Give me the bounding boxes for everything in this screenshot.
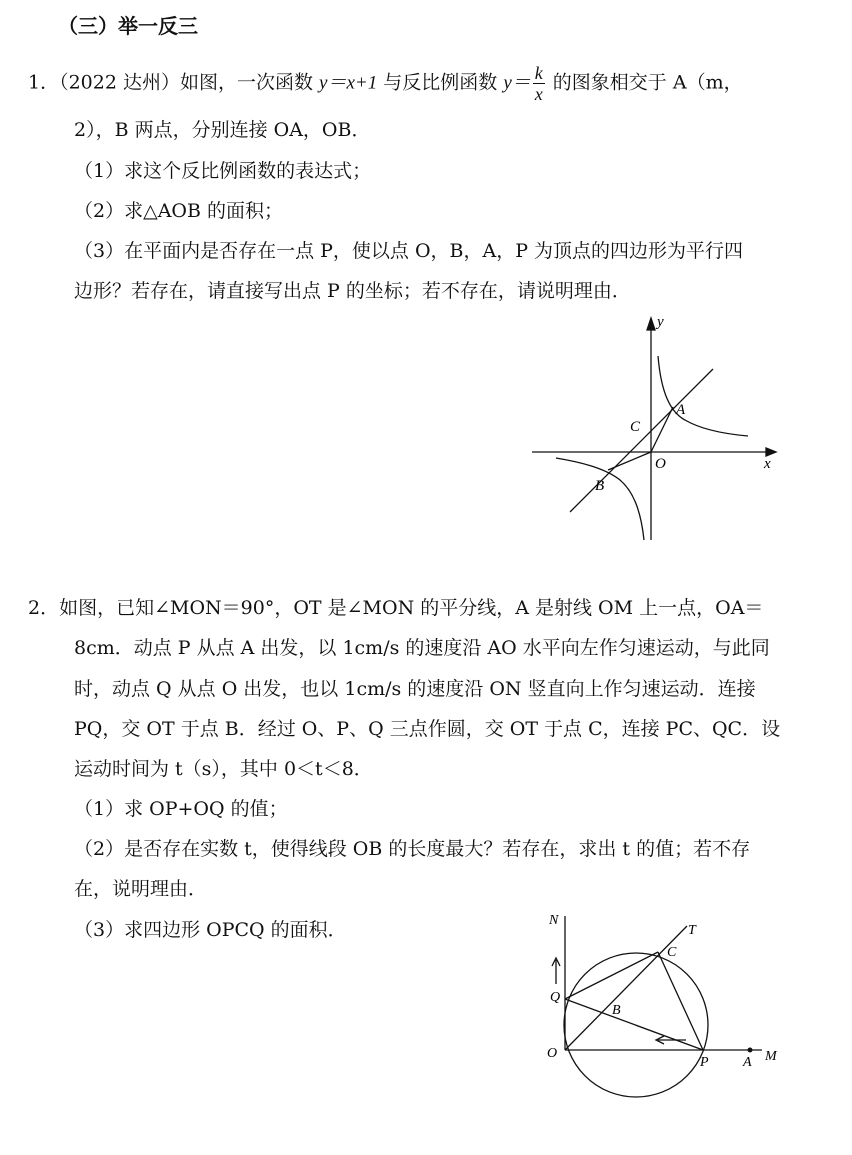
x-axis-arrow xyxy=(766,448,776,456)
problem2-line2: 8cm．动点 P 从点 A 出发，以 1cm/s 的速度沿 AO 水平向左作匀速运动，与此同 xyxy=(74,637,770,659)
problem2-figure xyxy=(540,908,790,1100)
problem1-equation-inverse: y＝ xyxy=(503,72,531,94)
problem1-question1: （1）求这个反比例函数的表达式； xyxy=(74,160,372,182)
problem2-question2-line1: （2）是否存在实数 t，使得线段 OB 的长度最大？若存在，求出 t 的值；若不存 xyxy=(74,838,751,860)
problem1-text-a: 1．（2022 达州）如图，一次函数 xyxy=(28,71,320,94)
problem1-text-b: 与反比例函数 xyxy=(377,71,504,94)
problem1-line1 xyxy=(28,63,743,104)
problem1-question2: （2）求△AOB 的面积； xyxy=(74,200,284,222)
label-y: y xyxy=(657,314,664,330)
hyperbola-branch-1 xyxy=(658,356,748,436)
label-C: C xyxy=(667,945,677,960)
problem1-line2: 2），B 两点，分别连接 OA，OB． xyxy=(74,119,371,141)
label-O: O xyxy=(655,456,666,472)
problem2-question3: （3）求四边形 OPCQ 的面积． xyxy=(74,919,347,941)
problem2-line3: 时，动点 Q 从点 O 出发，也以 1cm/s 的速度沿 ON 竖直向上作匀速运动．连接 xyxy=(74,678,756,700)
problem1-text-c: 的图象相交于 xyxy=(546,71,673,94)
label-C: C xyxy=(630,419,641,435)
problem2-question1: （1）求 OP+OQ 的值； xyxy=(74,798,288,820)
segment-PQ xyxy=(565,999,703,1050)
problem2-line4: PQ，交 OT 于点 B．经过 O、P、Q 三点作圆，交 OT 于点 C，连接 PC、QC．设 xyxy=(74,718,781,740)
hyperbola-branch-2 xyxy=(556,458,644,540)
fraction-denominator: x xyxy=(534,84,543,104)
label-N: N xyxy=(549,913,559,928)
label-A: A xyxy=(743,1055,752,1070)
problem2-line5: 运动时间为 t（s），其中 0＜t＜8． xyxy=(74,758,373,780)
segment-QC xyxy=(565,952,658,999)
problem1-question3-line2: 边形？若存在，请直接写出点 P 的坐标；若不存在，请说明理由． xyxy=(74,280,631,302)
segment-OB xyxy=(608,452,651,470)
label-x: x xyxy=(764,456,771,472)
problem1-question3-line1: （3）在平面内是否存在一点 P，使以点 O，B，A，P 为顶点的四边形为平行四 xyxy=(74,240,744,262)
linear-function-line xyxy=(570,369,713,512)
fraction-numerator: k xyxy=(534,63,543,83)
section-title: （三）举一反三 xyxy=(58,14,198,38)
problem1-equation-linear: y＝x+1 xyxy=(319,72,378,94)
problem2-line1: 2．如图，已知∠MON＝90°，OT 是∠MON 的平分线，A 是射线 OM 上一点，OA＝ xyxy=(28,597,764,619)
problem2-question2-line2: 在，说明理由． xyxy=(74,878,208,900)
label-P: P xyxy=(700,1055,709,1070)
label-O: O xyxy=(547,1046,558,1061)
problem1-text-d: A（m， xyxy=(672,71,743,94)
label-Q: Q xyxy=(550,990,561,1005)
point-A-dot xyxy=(748,1048,753,1053)
problem1-figure xyxy=(530,312,790,544)
segment-OA xyxy=(651,407,673,452)
y-axis-arrow xyxy=(647,318,655,330)
label-T: T xyxy=(688,923,696,938)
label-B: B xyxy=(612,1003,621,1018)
label-B: B xyxy=(595,478,605,494)
fraction-k-over-x xyxy=(533,63,545,104)
label-M: M xyxy=(765,1049,777,1064)
label-A: A xyxy=(676,402,686,418)
